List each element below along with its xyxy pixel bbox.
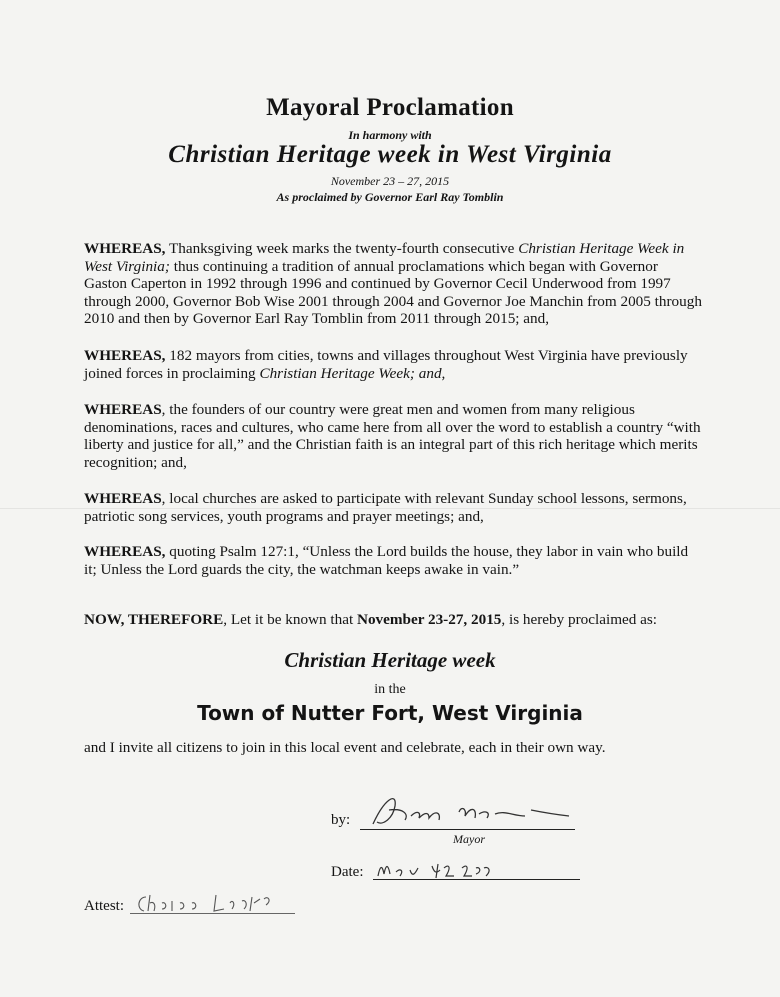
proclaimed-by-line: As proclaimed by Governor Earl Ray Tomblin <box>276 190 504 204</box>
attest-line <box>130 913 295 914</box>
attest-label: Attest: <box>84 898 124 914</box>
whereas-paragraph-2: WHEREAS, 182 mayors from cities, towns and villages throughout West Virginia have previously joined forces in proclaiming Christian Heritage Week; and, <box>84 347 688 382</box>
by-label: by: <box>331 812 351 828</box>
event-script-title: Christian Heritage week in West Virginia <box>168 141 612 168</box>
whereas-paragraph-5: WHEREAS, quoting Psalm 127:1, “Unless the Lord builds the house, they labor in vain who build it; Unless the Lord guards the city, the watchman keeps awake in vain.” <box>84 543 689 578</box>
whereas-paragraph-1: WHEREAS, Thanksgiving week marks the twenty-fourth consecutive Christian Heritage Week in West Virginia; thus continuing a tradition of annual proclamations which began with Governor Gaston Caperton in 1992 through 1996 and continued by Governor Cecil Underwood from 1997 through 2000, Governor Bob Wise 2001 through 2004 and Governor Joe Manchin from 2005 through 2010 and then by Governor Earl Ray Tomblin from 2011 through 2015; and, <box>84 240 702 328</box>
whereas-paragraph-3: WHEREAS, the founders of our country were great men and women from many religious denominations, races and cultures, who came here from all over the word to establish a country “with liberty and justice for all,” and the Christian faith is an integral part of this rich heritage which merits recognition; and, <box>84 401 701 471</box>
therefore-paragraph: NOW, THEREFORE, Let it be known that November 23-27, 2015, is hereby proclaimed as: <box>84 611 658 628</box>
whereas-paragraph-4: WHEREAS, local churches are asked to participate with relevant Sunday school lessons, sermons, patriotic song services, youth programs and prayer meetings; and, <box>84 490 687 525</box>
proclaimed-script-title: Christian Heritage week <box>284 648 496 672</box>
mayor-signature-line <box>360 829 575 830</box>
date-line <box>373 879 580 880</box>
page-title: Mayoral Proclamation <box>266 94 514 121</box>
in-the-text: in the <box>374 682 406 697</box>
harmony-subtitle: In harmony with <box>348 128 432 142</box>
mayor-caption: Mayor <box>453 832 485 846</box>
date-label: Date: <box>331 864 364 880</box>
invitation-paragraph: and I invite all citizens to join in this local event and celebrate, each in their own way. <box>84 739 606 756</box>
mayor-signature <box>355 788 575 832</box>
event-dates: November 23 – 27, 2015 <box>330 174 450 188</box>
town-name: Town of Nutter Fort, West Virginia <box>197 701 583 725</box>
